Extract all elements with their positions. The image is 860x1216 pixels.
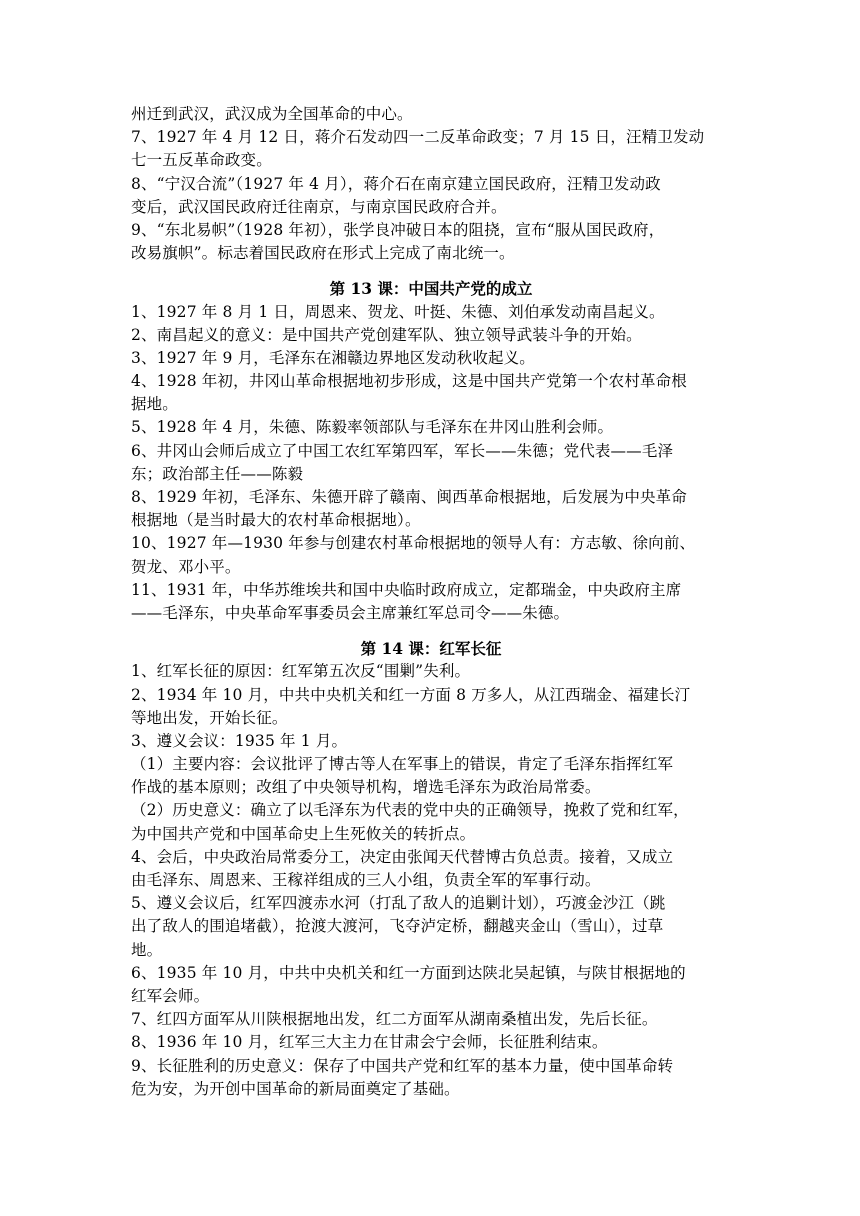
text-line: 由毛泽东、周恩来、王稼祥组成的三人小组，负责全军的军事行动。 xyxy=(131,871,601,889)
text-line: 改易旗帜”。标志着国民政府在形式上完成了南北统一。 xyxy=(131,244,515,263)
text-line: 8、“宁汉合流”（1927 年 4 月），蒋介石在南京建立国民政府，汪精卫发动政 xyxy=(131,174,661,193)
text-line: 3、1927 年 9 月，毛泽东在湘赣边界地区发动秋收起义。 xyxy=(131,348,535,367)
lesson14-title: 第 14 课：红军长征 xyxy=(360,639,502,659)
text-line: 7、红四方面军从川陕根据地出发，红二方面军从湖南桑植出发，先后长征。 xyxy=(131,1010,658,1029)
text-line: 作战的基本原则；改组了中央领导机构，增选毛泽东为政治局常委。 xyxy=(131,778,601,797)
text-line: 4、会后，中央政治局常委分工，决定由张闻天代替博古负总责。接着，又成立 xyxy=(131,847,674,866)
text-line: 等地出发，开始长征。 xyxy=(131,708,288,727)
lesson14-section xyxy=(131,637,731,1101)
text-line: 11、1931 年，中华苏维埃共和国中央临时政府成立，定都瑞金，中央政府主席 xyxy=(131,580,682,599)
text-line: 6、井冈山会师后成立了中国工农红军第四军，军长——朱德；党代表——毛泽 xyxy=(131,441,674,460)
text-line: （2）历史意义：确立了以毛泽东为代表的党中央的正确领导，挽救了党和红军， xyxy=(131,801,689,820)
text-line: （1）主要内容：会议批评了博古等人在军事上的错误，肯定了毛泽东指挥红军 xyxy=(131,755,674,774)
lesson13-title: 第 13 课：中国共产党的成立 xyxy=(329,279,533,299)
text-line: ——毛泽东，中央革命军事委员会主席兼红军总司令——朱德。 xyxy=(131,603,570,622)
text-line: 9、长征胜利的历史意义：保存了中国共产党和红军的基本力量，使中国革命转 xyxy=(131,1056,674,1075)
text-line: 6、1935 年 10 月，中共中央机关和红一方面到达陕北吴起镇，与陕甘根据地的 xyxy=(131,963,686,982)
text-line: 5、1928 年 4 月，朱德、陈毅率领部队与毛泽东在井冈山胜利会师。 xyxy=(131,418,614,437)
document-page xyxy=(131,103,731,1101)
text-line: 变后，武汉国民政府迁往南京，与南京国民政府合并。 xyxy=(131,197,507,216)
text-line: 七一五反革命政变。 xyxy=(131,151,272,170)
text-line: 4、1928 年初，井冈山革命根据地初步形成，这是中国共产党第一个农村革命根 xyxy=(131,372,687,391)
text-line: 1、红军长征的原因：红军第五次反“围剿”失利。 xyxy=(131,662,471,681)
section-gap xyxy=(131,265,731,277)
text-line: 红军会师。 xyxy=(131,986,210,1005)
text-line: 州迁到武汉，武汉成为全国革命的中心。 xyxy=(131,105,413,123)
text-line: 2、1934 年 10 月，中共中央机关和红一方面 8 万多人，从江西瑞金、福建长汀 xyxy=(131,685,691,704)
text-line: 8、1936 年 10 月，红军三大主力在甘肃会宁会师，长征胜利结束。 xyxy=(131,1033,608,1052)
text-line: 3、遵义会议：1935 年 1 月。 xyxy=(131,731,348,750)
text-line: 1、1927 年 8 月 1 日，周恩来、贺龙、叶挺、朱德、刘伯承发动南昌起义。 xyxy=(131,302,665,321)
text-line: 为中国共产党和中国革命史上生死攸关的转折点。 xyxy=(131,824,476,843)
text-line: 7、1927 年 4 月 12 日，蒋介石发动四一二反革命政变；7 月 15 日，汪精卫发动 xyxy=(131,128,705,147)
text-line: 出了敌人的围追堵截），抢渡大渡河，飞夺泸定桥，翻越夹金山（雪山），过草 xyxy=(131,917,664,936)
text-line: 8、1929 年初，毛泽东、朱德开辟了赣南、闽西革命根据地，后发展为中央革命 xyxy=(131,488,687,506)
section-gap xyxy=(131,625,731,637)
text-line: 危为安，为开创中国革命的新局面奠定了基础。 xyxy=(131,1079,460,1098)
text-line: 10、1927 年—1930 年参与创建农村革命根据地的领导人有：方志敏、徐向前、 xyxy=(131,534,696,553)
text-line: 2、南昌起义的意义：是中国共产党创建军队、独立领导武装斗争的开始。 xyxy=(131,325,642,344)
text-line: 根据地（是当时最大的农村革命根据地）。 xyxy=(131,511,421,530)
text-line: 地。 xyxy=(131,940,163,959)
text-line: 贺龙、邓小平。 xyxy=(131,557,241,576)
lesson13-section xyxy=(131,277,731,625)
top-section xyxy=(131,103,731,265)
text-line: 9、“东北易帜”（1928 年初），张学良冲破日本的阻挠，宣布“服从国民政府， xyxy=(131,220,665,239)
text-line: 东；政治部主任——陈毅 xyxy=(131,464,304,483)
text-line: 据地。 xyxy=(131,395,178,414)
text-line: 5、遵义会议后，红军四渡赤水河（打乱了敌人的追剿计划），巧渡金沙江（跳 xyxy=(131,894,666,913)
